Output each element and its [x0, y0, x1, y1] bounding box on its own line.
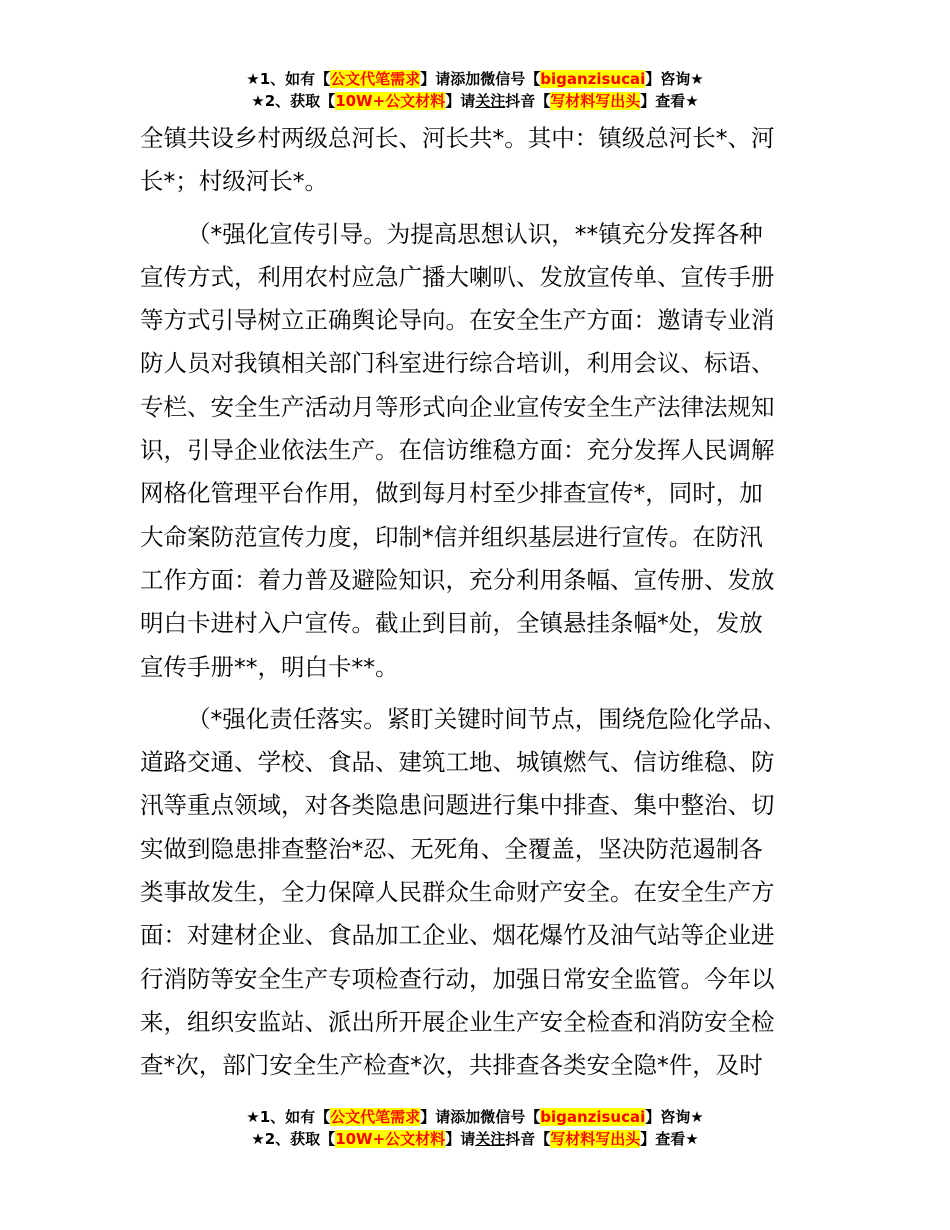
text-line: 类事故发生，全力保障人民群众生命财产安全。在安全生产方	[140, 878, 775, 907]
text-line: 防人员对我镇相关部门科室进行综合培训，利用会议、标语、	[140, 349, 775, 378]
text-line: 汛等重点领域，对各类隐患问题进行集中排查、集中整治、切	[140, 791, 775, 820]
banner-text: 】请添加微信号【	[420, 70, 541, 88]
banner-text: 】查看★	[640, 1130, 699, 1148]
text-line: 行消防等安全生产专项检查行动，加强日常安全监管。今年以	[140, 964, 775, 993]
banner-highlight: 10W+公文材料	[335, 1130, 446, 1148]
banner-text: ★1、如有【	[246, 70, 331, 88]
banner-text: 抖音【	[505, 92, 551, 110]
banner-highlight: 写材料写出头	[550, 92, 641, 110]
banner-text: ★1、如有【	[246, 1108, 331, 1126]
banner-text: 抖音【	[505, 1130, 551, 1148]
banner-line-1	[0, 68, 950, 90]
banner-highlight: 写材料写出头	[550, 1130, 641, 1148]
banner-underline: 关注	[475, 92, 506, 110]
banner-highlight: biganzisucai	[540, 1108, 646, 1126]
text-line: 全镇共设乡村两级总河长、河长共*。其中：镇级总河长*、河	[140, 124, 775, 152]
banner-text: 】咨询★	[645, 70, 704, 88]
text-line: 长*；村级河长*。	[140, 167, 328, 196]
text-line: （*强化宣传引导。为提高思想认识，**镇充分发挥各种	[187, 219, 763, 248]
text-line: 道路交通、学校、食品、建筑工地、城镇燃气、信访维稳、防	[140, 748, 775, 777]
banner-text: ★2、获取【	[251, 92, 336, 110]
text-line: 来，组织安监站、派出所开展企业生产安全检查和消防安全检	[140, 1007, 775, 1036]
paragraph-2	[140, 213, 830, 689]
banner-underline: 关注	[475, 1130, 506, 1148]
banner-line-2	[0, 1128, 950, 1150]
text-line: 面：对建材企业、食品加工企业、烟花爆竹及油气站等企业进	[140, 921, 775, 950]
text-line: （*强化责任落实。紧盯关键时间节点，围绕危险化学品、	[187, 704, 787, 733]
banner-highlight: 10W+公文材料	[335, 92, 446, 110]
document-body	[140, 117, 830, 1097]
text-line: 网格化管理平台作用，做到每月村至少排查宣传*，同时，加	[140, 479, 763, 508]
text-line: 工作方面：着力普及避险知识，充分利用条幅、宣传册、发放	[140, 565, 775, 594]
banner-text: 】请	[445, 92, 476, 110]
text-line: 实做到隐患排查整治*忍、无死角、全覆盖，坚决防范遏制各	[140, 834, 763, 863]
banner-text: 】请添加微信号【	[420, 1108, 541, 1126]
banner-text: 】查看★	[640, 92, 699, 110]
text-line: 宣传方式，利用农村应急广播大喇叭、发放宣传单、宣传手册	[140, 262, 775, 291]
text-line: 查*次，部门安全生产检查*次，共排查各类安全隐*件，及时	[140, 1051, 763, 1080]
paragraph-1	[140, 117, 830, 204]
text-line: 专栏、安全生产活动月等形式向企业宣传安全生产法律法规知	[140, 392, 775, 421]
banner-highlight: biganzisucai	[540, 70, 646, 88]
banner-text: 】请	[445, 1130, 476, 1148]
text-line: 宣传手册**，明白卡**。	[140, 652, 399, 681]
text-line: 识，引导企业依法生产。在信访维稳方面：充分发挥人民调解	[140, 436, 775, 465]
banner-line-2	[0, 90, 950, 112]
banner-text: ★2、获取【	[251, 1130, 336, 1148]
paragraph-3	[140, 698, 830, 1088]
banner-text: 】咨询★	[645, 1108, 704, 1126]
banner-highlight: 公文代笔需求	[330, 1108, 421, 1126]
footer-banner	[0, 1106, 950, 1150]
text-line: 大命案防范宣传力度，印制*信并组织基层进行宣传。在防汛	[140, 522, 763, 551]
banner-highlight: 公文代笔需求	[330, 70, 421, 88]
banner-line-1	[0, 1106, 950, 1128]
header-banner	[0, 68, 950, 112]
text-line: 明白卡进村入户宣传。截止到目前，全镇悬挂条幅*处，发放	[140, 609, 763, 638]
text-line: 等方式引导树立正确舆论导向。在安全生产方面：邀请专业消	[140, 306, 775, 335]
